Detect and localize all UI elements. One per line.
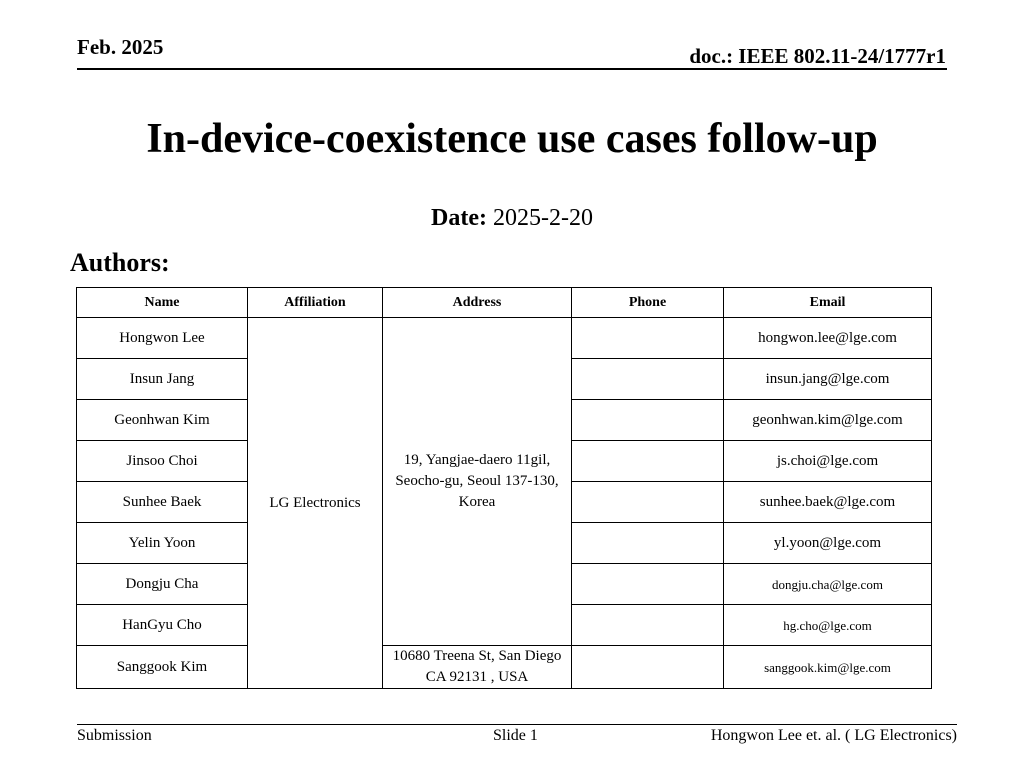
table-header-row	[77, 288, 932, 318]
header-divider	[77, 68, 947, 70]
footer-author-credit: Hongwon Lee et. al. ( LG Electronics)	[710, 727, 957, 744]
author-name: Hongwon Lee	[77, 318, 248, 359]
author-email: js.choi@lge.com	[724, 441, 932, 482]
date-value: 2025-2-20	[492, 205, 593, 231]
author-name: Sanggook Kim	[77, 646, 248, 689]
author-email: sunhee.baek@lge.com	[724, 482, 932, 523]
footer-divider	[77, 724, 957, 725]
author-email: hongwon.lee@lge.com	[724, 318, 932, 359]
header-doc-id: doc.: IEEE 802.11-24/1777r1	[689, 44, 946, 68]
author-address: 19, Yangjae-daero 11gil, Seocho-gu, Seoul 137-130, Korea	[383, 318, 572, 646]
table-row	[77, 646, 932, 689]
author-phone	[572, 523, 724, 564]
author-email: geonhwan.kim@lge.com	[724, 400, 932, 441]
table-row	[77, 318, 932, 359]
column-header-phone: Phone	[572, 288, 724, 318]
column-header-email: Email	[724, 288, 932, 318]
author-phone	[572, 482, 724, 523]
author-phone	[572, 646, 724, 689]
footer-slide-number: Slide 1	[493, 727, 538, 744]
author-phone	[572, 359, 724, 400]
date-line	[0, 205, 1024, 232]
date-label: Date:	[431, 205, 487, 231]
header-date: Feb. 2025	[77, 35, 164, 59]
author-affiliation: LG Electronics	[248, 318, 383, 689]
author-name: Dongju Cha	[77, 564, 248, 605]
author-name: Jinsoo Choi	[77, 441, 248, 482]
column-header-name: Name	[77, 288, 248, 318]
footer-submission: Submission	[77, 727, 152, 744]
author-phone	[572, 605, 724, 646]
authors-table	[76, 287, 932, 689]
author-email: hg.cho@lge.com	[724, 605, 932, 646]
author-name: Sunhee Baek	[77, 482, 248, 523]
author-name: Geonhwan Kim	[77, 400, 248, 441]
author-address-us: 10680 Treena St, San Diego CA 92131 , USA	[383, 646, 572, 689]
author-phone	[572, 564, 724, 605]
author-email: yl.yoon@lge.com	[724, 523, 932, 564]
author-name: Yelin Yoon	[77, 523, 248, 564]
authors-heading: Authors:	[70, 248, 170, 277]
column-header-affiliation: Affiliation	[248, 288, 383, 318]
author-phone	[572, 318, 724, 359]
author-email: insun.jang@lge.com	[724, 359, 932, 400]
author-name: HanGyu Cho	[77, 605, 248, 646]
author-phone	[572, 400, 724, 441]
author-email: sanggook.kim@lge.com	[724, 646, 932, 689]
author-phone	[572, 441, 724, 482]
slide-title: In-device-coexistence use cases follow-up	[146, 116, 878, 162]
author-email: dongju.cha@lge.com	[724, 564, 932, 605]
author-name: Insun Jang	[77, 359, 248, 400]
column-header-address: Address	[383, 288, 572, 318]
